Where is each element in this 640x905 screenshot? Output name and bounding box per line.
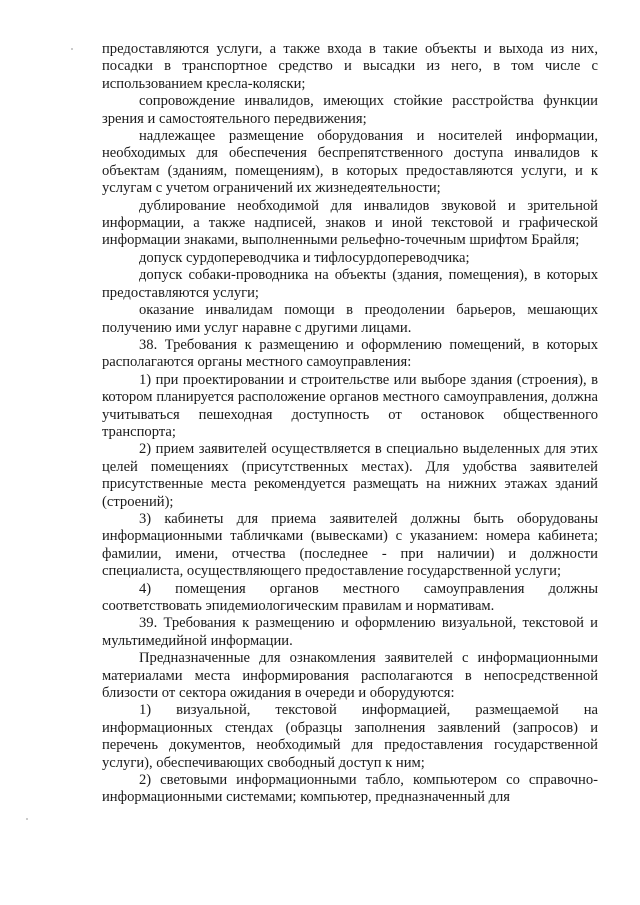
paragraph: сопровождение инвалидов, имеющих стойкие расстройства функции зрения и самостоятельного передвижения; — [102, 93, 598, 127]
list-item: 2) световыми информационными табло, компьютером со справочно-информационными системами; компьютер, предназначенный для — [102, 772, 598, 806]
paragraph: допуск сурдопереводчика и тифлосурдопереводчика; — [139, 249, 470, 266]
paragraph: предоставляются услуги, а также входа в такие объекты и выхода из них, посадки в транспортное средство и высадки из него, в том числе с использованием кресла-коляски; — [102, 41, 598, 92]
paragraph: надлежащее размещение оборудования и носителей информации, необходимых для обеспечения беспрепятственного доступа инвалидов к объектам (зданиям, помещениям), в которых предоставляются услуги, и к услугам с учетом ограничений их жизнедеятельности; — [102, 128, 598, 197]
section-39-heading: 39. Требования к размещению и оформлению визуальной, текстовой и мультимедийной информации. — [102, 615, 598, 649]
list-item: 3) кабинеты для приема заявителей должны быть оборудованы информационными табличками (вывесками) с указанием: номера кабинета; фамилии, имени, отчества (последнее - при наличии) и должности специалиста, осуществляющего предоставление государственной услуги; — [102, 510, 598, 580]
paragraph: Предназначенные для ознакомления заявителей с информационными материалами места информирования располагаются в непосредственной близости от сектора ожидания в очереди и оборудуются: — [102, 650, 598, 702]
list-item: 1) при проектировании и строительстве или выборе здания (строения), в котором планируется расположение органов местного самоуправления, должна учитываться пешеходная доступность от остановок общественного транспорта; — [102, 371, 598, 440]
section-38-heading: 38. Требования к размещению и оформлению помещений, в которых располагаются органы местного самоуправления: — [102, 336, 598, 371]
document-page — [102, 41, 598, 807]
paragraph: допуск собаки-проводника на объекты (здания, помещения), в которых предоставляются услуги; — [102, 267, 598, 301]
scan-speck — [26, 818, 28, 820]
list-item: 2) прием заявителей осуществляется в специально выделенных для этих целей помещениях (присутственных местах). Для удобства заявителей присутственные места рекомендуется размещать на нижних этажах зданий (строений); — [102, 441, 598, 510]
list-item: 4) помещения органов местного самоуправления должны соответствовать эпидемиологическим правилам и нормативам. — [102, 580, 598, 614]
paragraph: дублирование необходимой для инвалидов звуковой и зрительной информации, а также надписей, знаков и иной текстовой и графической информации знаками, выполненными рельефно-точечным шрифтом Брайля; — [102, 197, 598, 249]
paragraph: оказание инвалидам помощи в преодолении барьеров, мешающих получению ими услуг наравне с другими лицами. — [102, 302, 598, 336]
list-item: 1) визуальной, текстовой информацией, размещаемой на информационных стендах (образцы заполнения заявлений (запросов) и перечень документов, необходимый для предоставления государственной услуги), обеспечивающих свободный доступ к ним; — [102, 702, 598, 771]
scan-speck — [71, 48, 73, 50]
